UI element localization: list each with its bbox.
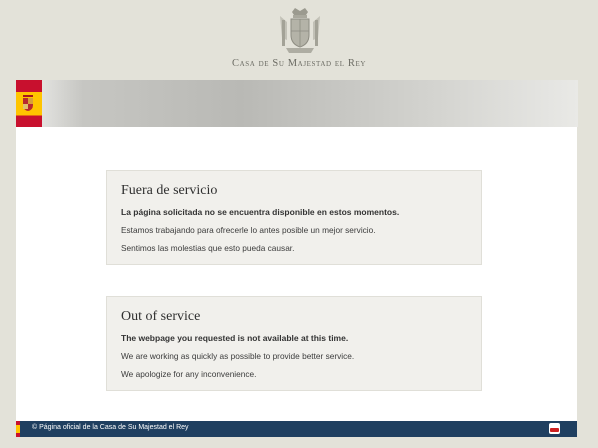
notice-english [106, 296, 482, 391]
notice-title: Fuera de servicio [121, 183, 218, 198]
notice-lead: The webpage you requested is not available at this time. [121, 333, 349, 343]
header-banner [16, 80, 578, 127]
site-title: Casa de Su Majestad el Rey [232, 58, 366, 69]
royal-crest-icon[interactable] [278, 6, 322, 56]
notice-spanish [106, 170, 482, 265]
youtube-icon[interactable] [549, 423, 560, 434]
main-content [16, 127, 577, 421]
notice-text: We are working as quickly as possible to provide better service. [121, 351, 355, 361]
notice-title: Out of service [121, 309, 201, 324]
notice-text: Sentimos las molestias que esto pueda causar. [121, 243, 295, 253]
notice-text: We apologize for any inconvenience. [121, 369, 257, 379]
flag-stripe [16, 421, 20, 437]
footer-copyright: © Página oficial de la Casa de Su Majestad el Rey [32, 424, 189, 431]
site-footer [16, 421, 577, 437]
coat-of-arms-icon [22, 95, 34, 111]
notice-text: Estamos trabajando para ofrecerle lo antes posible un mejor servicio. [121, 225, 376, 235]
notice-lead: La página solicitada no se encuentra disponible en estos momentos. [121, 207, 400, 217]
site-header [0, 0, 598, 80]
spain-flag-icon [16, 80, 42, 127]
